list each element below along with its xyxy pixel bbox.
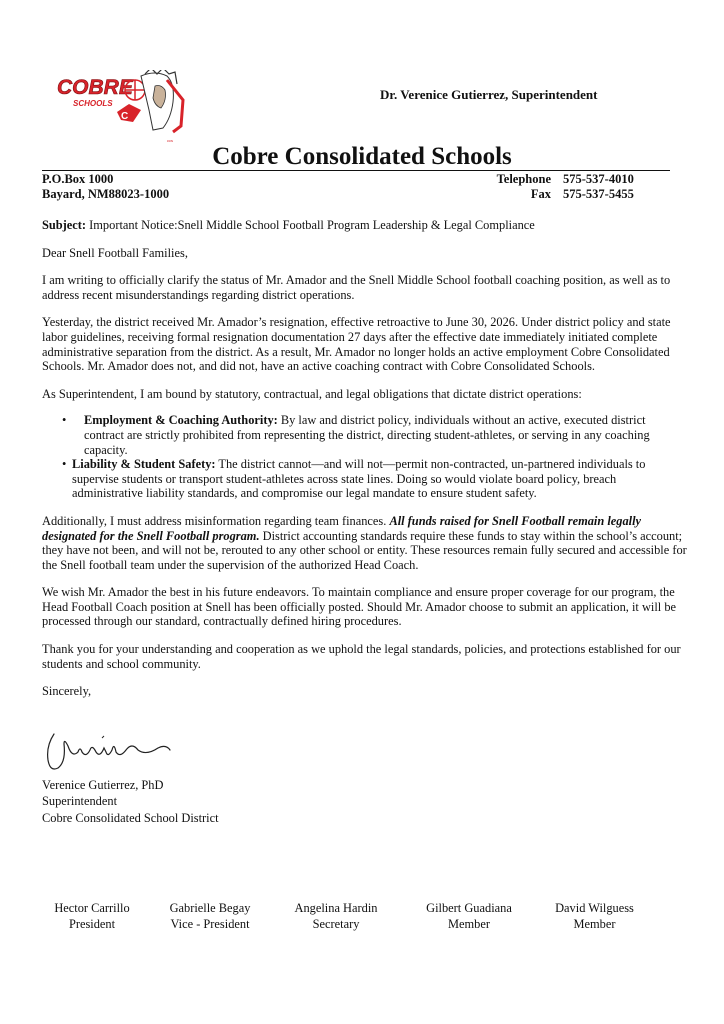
- signer-title: Superintendent: [42, 794, 118, 809]
- superintendent-heading: Dr. Verenice Gutierrez, Superintendent: [380, 87, 598, 102]
- svg-text:C: C: [121, 111, 129, 122]
- subject-label: Subject:: [42, 218, 87, 232]
- paragraph-status: I am writing to officially clarify the status of Mr. Amador and the Snell Middle School football coaching position, as well as to address recent misunderstandings regarding district operations.: [42, 273, 671, 302]
- member-name: Gilbert Guadiana: [426, 901, 512, 915]
- member-name: Hector Carrillo: [54, 901, 130, 915]
- list-item: [42, 413, 687, 457]
- paragraph-posting: We wish Mr. Amador the best in his future endeavors. To maintain compliance and ensure proper coverage for our program, the Head Football Coach position at Snell has been officially posted. Should Mr. Amador choose to submit an application, it will be processed through our standard, contractually defined hiring procedures.: [42, 585, 677, 629]
- contact-numbers: [470, 172, 634, 202]
- bullet-title: Employment & Coaching Authority:: [84, 413, 278, 428]
- salutation: Dear Snell Football Families,: [42, 245, 188, 260]
- bullet-title: Liability & Student Safety:: [72, 457, 216, 472]
- board-member: [42, 901, 142, 932]
- paragraph-resignation: Yesterday, the district received Mr. Amador’s resignation, effective retroactive to June 30, 2026. Under district policy and state labor guidelines, receiving formal resignation documentation 27 days after the effective date immediately initiated complete administrative separation from the district. As a result, Mr. Amador no longer holds an active employment Cobre Consolidated Schools. Mr. Amador does not, and did not, have an active coaching contract with Cobre Consolidated Schools.: [42, 315, 671, 374]
- signature-block: [42, 777, 219, 826]
- telephone-number: 575-537-4010: [563, 172, 634, 186]
- obligations-list: [42, 413, 687, 501]
- paragraph-thanks: Thank you for your understanding and cooperation as we uphold the legal standards, policies, and protections established for our students and school community.: [42, 642, 681, 671]
- member-role: Secretary: [312, 916, 360, 931]
- board-member: [414, 901, 524, 932]
- mailing-address: [42, 172, 169, 202]
- address-line-2: Bayard, NM88023-1000: [42, 187, 170, 201]
- fax-label: Fax: [530, 187, 551, 201]
- address-line-1: P.O.Box 1000: [42, 172, 114, 186]
- svg-text:ccs: ccs: [167, 138, 173, 143]
- signer-organization: Cobre Consolidated School District: [42, 810, 219, 825]
- cobre-schools-logo: [55, 70, 190, 145]
- paragraph-obligations: As Superintendent, I am bound by statutory, contractual, and legal obligations that dictate district operations:: [42, 386, 582, 401]
- board-member: [542, 901, 647, 932]
- bullet-text: By law and district policy, individuals without an active, executed district contract are strictly prohibited from representing the district, directing student-athletes, or serving in any coaching capacity.: [84, 413, 650, 457]
- closing: Sincerely,: [42, 684, 92, 699]
- letter-body: [42, 218, 687, 712]
- finances-text-end: District accounting standards require these funds to stay within the school’s account; they have not been, and will not be, rerouted to any other school or entity. These resources remain fully secured and accessible for the Snell football team under the supervision of the authorized Head Coach.: [42, 528, 687, 572]
- telephone-label: Telephone: [496, 172, 551, 186]
- paragraph-finances: [42, 514, 687, 572]
- bullet-icon: •: [62, 457, 67, 472]
- subject-line: [42, 218, 687, 233]
- bullet-icon: •: [62, 413, 67, 428]
- bullet-text: The district cannot—and will not—permit non-contracted, un-partnered individuals to supervise students or transport student-athletes across state lines. Doing so would violate board policy, breach administrative liability standards, and compromise our legal mandate to ensure student safety.: [72, 457, 646, 501]
- member-name: David Wilguess: [555, 901, 634, 915]
- svg-text:SCHOOLS: SCHOOLS: [73, 99, 113, 108]
- member-role: Vice - President: [170, 916, 250, 931]
- subject-text: Important Notice:Snell Middle School Football Program Leadership & Legal Compliance: [86, 218, 535, 232]
- board-member: [160, 901, 260, 932]
- list-item: [42, 457, 687, 501]
- signer-name: Verenice Gutierrez, PhD: [42, 778, 164, 792]
- finances-text-start: Additionally, I must address misinformation regarding team finances.: [42, 513, 390, 528]
- member-role: Member: [448, 916, 490, 931]
- member-name: Gabrielle Begay: [169, 901, 251, 915]
- svg-text:COBRE: COBRE: [57, 76, 133, 99]
- member-role: President: [68, 916, 116, 931]
- handwritten-signature: [42, 728, 177, 776]
- finances-emphasis: All funds raised for Snell Football remain legally designated for the Snell Football program.: [42, 513, 642, 543]
- fax-number: 575-537-5455: [563, 187, 634, 201]
- district-title: Cobre Consolidated Schools: [212, 143, 512, 170]
- header-rule: [42, 170, 670, 171]
- member-role: Member: [573, 916, 616, 931]
- board-member: [286, 901, 386, 932]
- member-name: Angelina Hardin: [294, 901, 378, 915]
